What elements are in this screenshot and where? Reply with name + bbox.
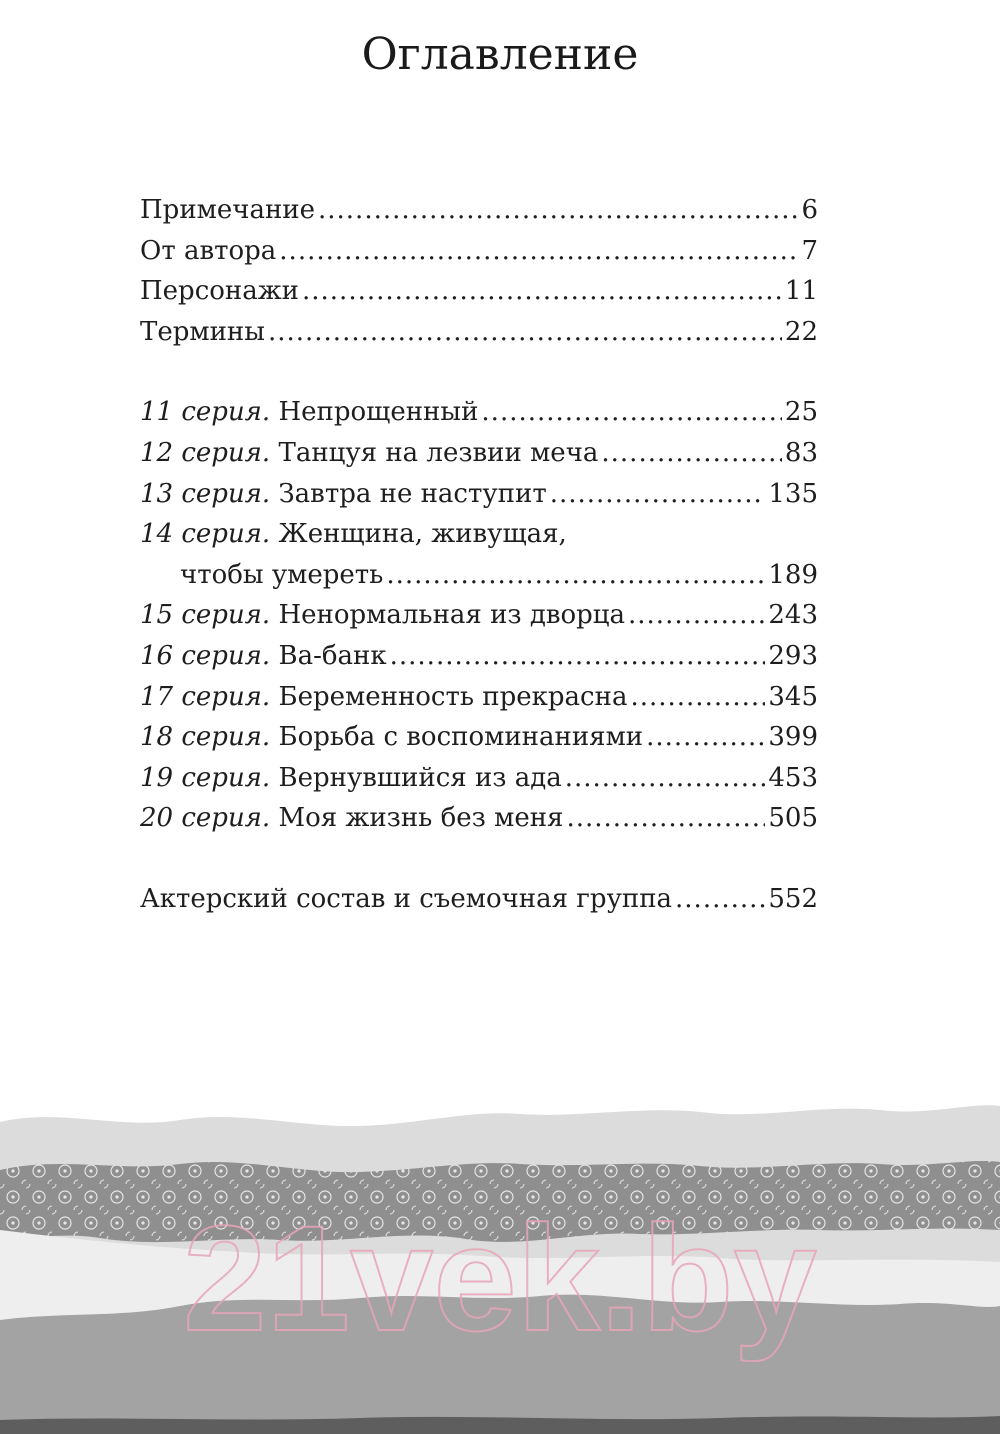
toc-episode-entry — [140, 595, 818, 636]
episode-number: 11 серия. — [140, 397, 271, 428]
dot-leader — [268, 312, 782, 353]
toc-entry — [140, 190, 818, 231]
toc-entry-label: Актерский состав и съемочная группа — [140, 883, 673, 914]
toc-page-number: 7 — [801, 235, 818, 266]
toc-episode-entry — [140, 433, 818, 474]
dot-leader — [302, 271, 782, 312]
toc-entry — [140, 231, 818, 272]
toc-episode-entry — [140, 474, 818, 515]
toc-entry — [140, 879, 818, 920]
toc-episode-entry — [140, 677, 818, 718]
episode-title: Борьба с воспоминаниями — [278, 722, 644, 753]
toc-page-number: 453 — [768, 762, 818, 793]
episode-number: 17 серия. — [140, 681, 271, 712]
episode-number: 18 серия. — [140, 722, 271, 753]
toc-page-number: 25 — [784, 397, 818, 428]
dot-leader — [318, 190, 798, 231]
dot-leader — [279, 231, 798, 272]
episode-number: 12 серия. — [140, 437, 271, 468]
episode-number: 15 серия. — [140, 600, 271, 631]
dot-leader — [601, 433, 782, 474]
toc-page-number: 83 — [784, 437, 818, 468]
dot-leader — [675, 879, 765, 920]
toc-entry-label: От автора — [140, 235, 277, 266]
episode-number: 20 серия. — [140, 803, 271, 834]
dot-leader — [565, 758, 766, 799]
toc-page-number: 505 — [768, 803, 818, 834]
episode-title: Непрощенный — [278, 397, 479, 428]
toc-page-number: 399 — [768, 722, 818, 753]
toc-episode-entry — [140, 514, 818, 555]
episode-number: 19 серия. — [140, 762, 271, 793]
section-gap — [140, 352, 818, 392]
torn-paper-decoration — [0, 1080, 1000, 1434]
toc-episode-entry — [140, 392, 818, 433]
toc-page-number: 135 — [768, 478, 818, 509]
toc-episode-entry — [140, 717, 818, 758]
dot-leader — [630, 677, 765, 718]
toc-entry-label: Примечание — [140, 195, 315, 225]
dot-leader — [481, 392, 781, 433]
episode-title: Женщина, живущая, — [278, 519, 567, 550]
watermark: 21vek.by — [183, 1194, 817, 1362]
episode-title: Ненормальная из дворца — [278, 600, 626, 631]
toc-page-number: 6 — [801, 195, 818, 225]
toc-page-number: 293 — [768, 640, 818, 671]
page-title: Оглавление — [361, 29, 639, 81]
episode-title: Моя жизнь без меня — [278, 803, 564, 834]
episode-title: Завтра не наступит — [278, 478, 547, 509]
episode-title: Танцуя на лезвии меча — [278, 437, 599, 468]
episode-title: Ва-банк — [278, 640, 387, 671]
dot-leader — [566, 798, 765, 839]
dot-leader — [646, 717, 765, 758]
dot-leader — [628, 595, 765, 636]
episode-number: 13 серия. — [140, 478, 271, 509]
episode-title: Вернувшийся из ада — [278, 762, 562, 793]
toc-entry-label: Персонажи — [140, 276, 299, 307]
table-of-contents — [140, 190, 818, 920]
dot-leader — [550, 474, 766, 515]
dot-leader — [386, 555, 765, 596]
episode-number: 14 серия. — [140, 519, 271, 550]
toc-entry-label: Термины — [140, 316, 265, 347]
toc-episode-entry — [140, 758, 818, 799]
toc-page-number: 552 — [768, 883, 818, 914]
toc-page-number: 22 — [784, 316, 818, 347]
section-gap — [140, 839, 818, 879]
toc-page-number: 243 — [768, 600, 818, 631]
episode-title-continuation: чтобы умереть — [180, 559, 384, 590]
toc-episode-entry — [140, 636, 818, 677]
episode-title: Беременность прекрасна — [278, 681, 628, 712]
toc-episode-entry — [140, 798, 818, 839]
episode-number: 16 серия. — [140, 640, 271, 671]
dot-leader — [390, 636, 766, 677]
toc-page-number: 11 — [784, 276, 818, 307]
toc-page-number: 345 — [768, 681, 818, 712]
toc-episode-entry-continuation — [140, 555, 818, 596]
toc-page-number: 189 — [768, 559, 818, 590]
toc-entry — [140, 271, 818, 312]
toc-entry — [140, 312, 818, 353]
